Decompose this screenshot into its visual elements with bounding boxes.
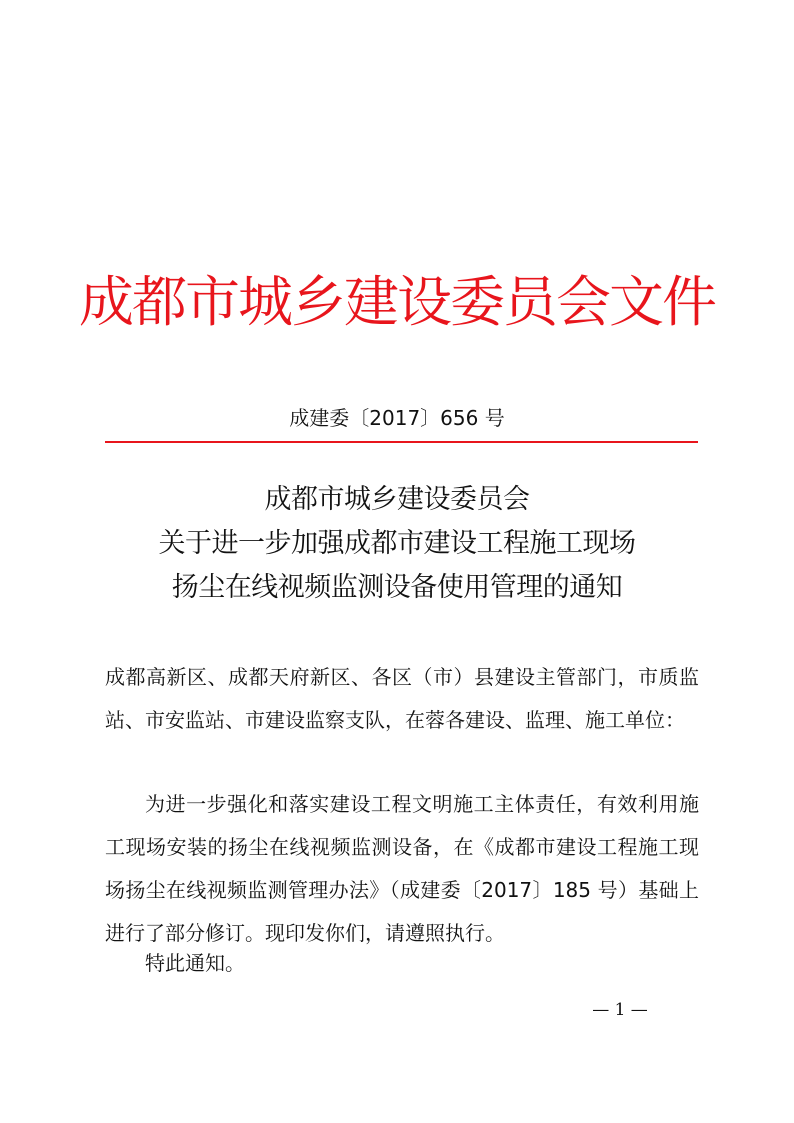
document-number: 成建委〔2017〕656 号: [289, 406, 505, 430]
title-line: 成都市城乡建设委员会: [264, 484, 530, 515]
closing-paragraph: 特此通知。: [145, 951, 245, 975]
notice-title: [0, 478, 794, 610]
body-paragraph: 为进一步强化和落实建设工程文明施工主体责任，有效利用施工现场安装的扬尘在线视频监测设备，在《成都市建设工程施工现场扬尘在线视频监测管理办法》（成建委〔2017〕185 号）基础上进行了部分修订。现印发你们，请遵照执行。: [105, 792, 699, 945]
title-line: 扬尘在线视频监测设备使用管理的通知: [171, 572, 623, 603]
letterhead-title: 成都市城乡建设委员会文件: [78, 270, 715, 334]
addressee: 成都高新区、成都天府新区、各区（市）县建设主管部门，市质监站、市安监站、市建设监察支队，在蓉各建设、监理、施工单位：: [105, 665, 699, 732]
title-line: 关于进一步加强成都市建设工程施工现场: [158, 528, 636, 559]
page-number: — 1 —: [592, 1000, 648, 1020]
red-divider-line: [105, 441, 698, 443]
